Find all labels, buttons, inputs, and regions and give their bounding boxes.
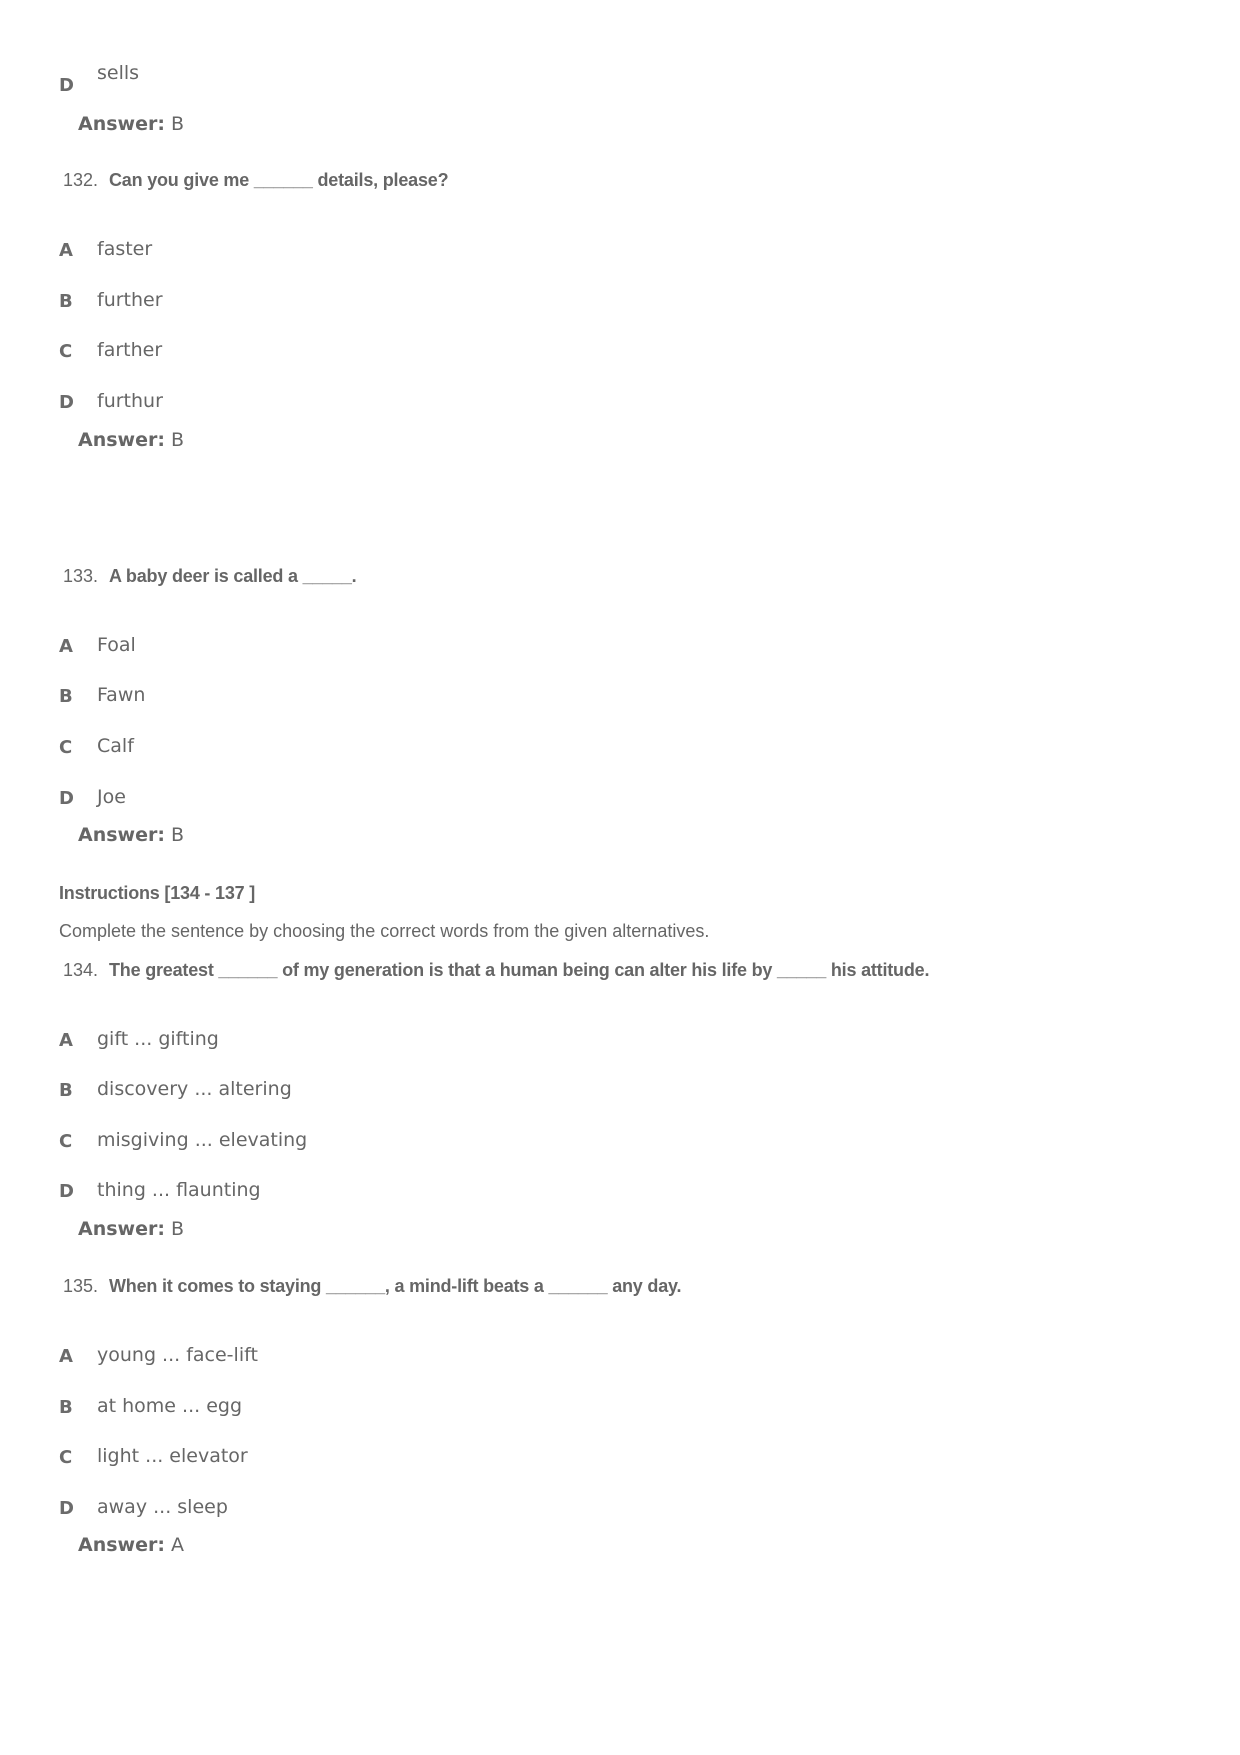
- answer-value: B: [171, 1218, 185, 1240]
- option-text: Fawn: [97, 684, 146, 706]
- option-text: sells: [97, 62, 140, 84]
- answer-line: [78, 1534, 184, 1556]
- option-letter: D: [59, 1498, 74, 1519]
- answer-label: Answer:: [78, 1534, 165, 1556]
- option-letter: A: [59, 1346, 73, 1367]
- option-letter: D: [59, 788, 74, 809]
- option-text: faster: [97, 238, 153, 260]
- question-text: Can you give me ______ details, please?: [109, 170, 449, 190]
- answer-value: A: [171, 1534, 184, 1556]
- option-letter: C: [59, 1447, 73, 1468]
- option-text: Calf: [97, 735, 134, 757]
- option-text: away ... sleep: [97, 1496, 228, 1518]
- question-text: The greatest ______ of my generation is that a human being can alter his life by _____ his attitude.: [109, 960, 930, 980]
- answer-value: B: [171, 824, 185, 846]
- option-text: gift ... gifting: [97, 1028, 219, 1050]
- option-text: discovery ... altering: [97, 1078, 292, 1100]
- answer-label: Answer:: [78, 1218, 165, 1240]
- option-text: misgiving ... elevating: [97, 1129, 308, 1151]
- option-letter: A: [59, 1030, 73, 1051]
- option-text: Foal: [97, 634, 136, 656]
- question-number: 134.: [63, 960, 99, 980]
- question-number: 135.: [63, 1276, 99, 1296]
- option-text: Joe: [97, 786, 126, 808]
- option-letter: B: [59, 1397, 73, 1418]
- option-text: furthur: [97, 390, 163, 412]
- option-text: light ... elevator: [97, 1445, 248, 1467]
- answer-label: Answer:: [78, 429, 165, 451]
- option-letter: D: [59, 1181, 74, 1202]
- question-number: 133.: [63, 566, 99, 586]
- answer-line: [78, 1218, 184, 1240]
- answer-label: Answer:: [78, 113, 165, 135]
- option-text: at home ... egg: [97, 1395, 243, 1417]
- option-letter: B: [59, 291, 73, 312]
- answer-line: [78, 824, 184, 846]
- option-letter: B: [59, 686, 73, 707]
- option-letter: A: [59, 240, 73, 261]
- option-text: farther: [97, 339, 163, 361]
- option-letter: B: [59, 1080, 73, 1101]
- answer-label: Answer:: [78, 824, 165, 846]
- option-text: young ... face-lift: [97, 1344, 258, 1366]
- option-letter: A: [59, 636, 73, 657]
- option-letter: C: [59, 341, 73, 362]
- answer-value: B: [171, 429, 185, 451]
- option-letter: D: [59, 75, 74, 96]
- option-letter: C: [59, 1131, 73, 1152]
- answer-value: B: [171, 113, 185, 135]
- question-number: 132.: [63, 170, 99, 190]
- option-letter: C: [59, 737, 73, 758]
- option-text: thing ... flaunting: [97, 1179, 261, 1201]
- instructions-text: Complete the sentence by choosing the correct words from the given alternatives.: [59, 921, 710, 941]
- option-text: further: [97, 289, 163, 311]
- answer-line: [78, 113, 184, 135]
- instructions-title: Instructions [134 - 137 ]: [59, 883, 256, 903]
- option-letter: D: [59, 392, 74, 413]
- answer-line: [78, 429, 184, 451]
- question-text: A baby deer is called a _____.: [109, 566, 357, 586]
- question-text: When it comes to staying ______, a mind-lift beats a ______ any day.: [109, 1276, 682, 1296]
